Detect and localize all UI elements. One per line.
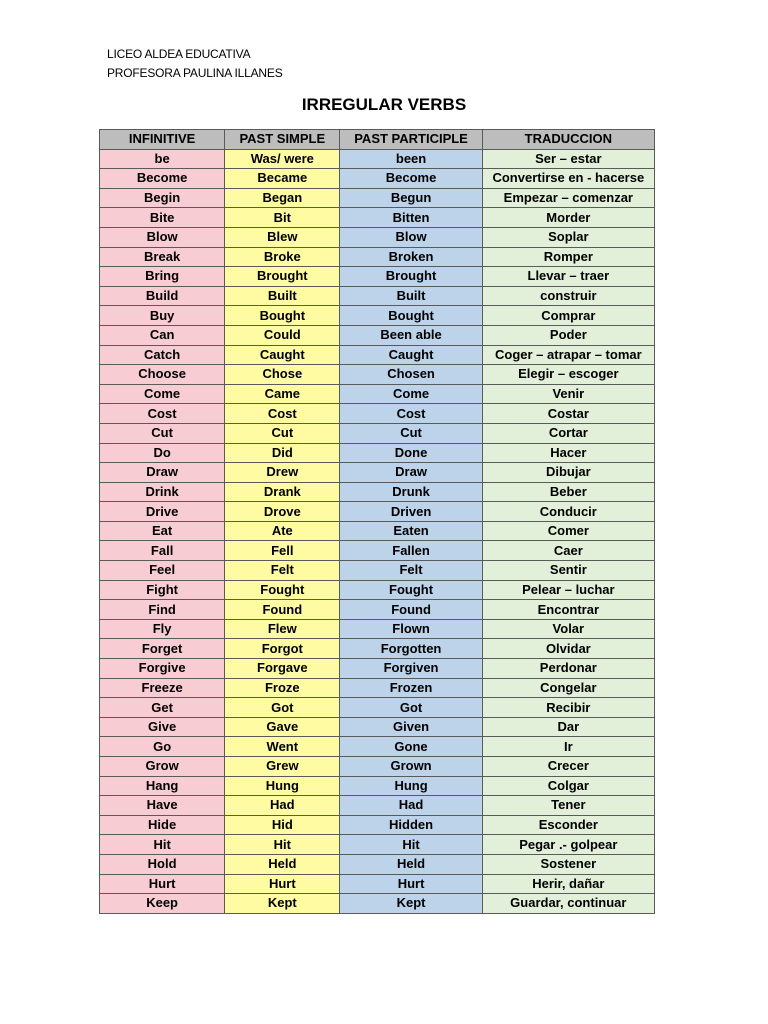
cell-past-simple: Kept [225,894,340,914]
cell-past-simple: Ate [225,521,340,541]
column-header-past-participle: PAST PARTICIPLE [340,130,482,150]
cell-infinitive: Fly [100,619,225,639]
cell-past-participle: Forgotten [340,639,482,659]
cell-infinitive: Hang [100,776,225,796]
school-name: LICEO ALDEA EDUCATIVA [107,47,251,61]
cell-traduccion: Olvidar [482,639,654,659]
cell-infinitive: Become [100,169,225,189]
cell-past-participle: Fallen [340,541,482,561]
cell-past-simple: Hurt [225,874,340,894]
cell-traduccion: Congelar [482,678,654,698]
cell-traduccion: Elegir – escoger [482,365,654,385]
cell-traduccion: Morder [482,208,654,228]
column-header-traduccion: TRADUCCION [482,130,654,150]
cell-past-participle: Brought [340,267,482,287]
cell-past-participle: Caught [340,345,482,365]
cell-past-participle: Kept [340,894,482,914]
table-row [100,365,655,385]
cell-traduccion: Venir [482,384,654,404]
cell-past-participle: Draw [340,463,482,483]
cell-traduccion: Colgar [482,776,654,796]
cell-traduccion: Herir, dañar [482,874,654,894]
cell-past-simple: Built [225,286,340,306]
cell-past-simple: Gave [225,717,340,737]
table-row [100,149,655,169]
cell-past-participle: Come [340,384,482,404]
cell-infinitive: Bring [100,267,225,287]
cell-past-participle: Blow [340,227,482,247]
cell-infinitive: Come [100,384,225,404]
cell-infinitive: Fall [100,541,225,561]
cell-past-simple: Went [225,737,340,757]
cell-infinitive: Cut [100,423,225,443]
cell-past-simple: Drew [225,463,340,483]
table-row [100,796,655,816]
cell-past-simple: Did [225,443,340,463]
cell-infinitive: Bite [100,208,225,228]
table-row [100,561,655,581]
cell-infinitive: Eat [100,521,225,541]
cell-infinitive: Grow [100,757,225,777]
cell-infinitive: Forgive [100,659,225,679]
cell-infinitive: Forget [100,639,225,659]
cell-past-simple: Broke [225,247,340,267]
table-row [100,247,655,267]
cell-traduccion: Tener [482,796,654,816]
cell-past-simple: Chose [225,365,340,385]
cell-traduccion: Costar [482,404,654,424]
table-row [100,521,655,541]
cell-past-simple: Bought [225,306,340,326]
cell-past-simple: Cost [225,404,340,424]
table-row [100,423,655,443]
page-title: IRREGULAR VERBS [301,95,467,114]
table-row [100,286,655,306]
cell-past-simple: Found [225,600,340,620]
cell-past-simple: Forgave [225,659,340,679]
cell-past-participle: Eaten [340,521,482,541]
cell-past-participle: Had [340,796,482,816]
cell-past-participle: Flown [340,619,482,639]
table-row [100,619,655,639]
cell-traduccion: Pegar .- golpear [482,835,654,855]
cell-past-simple: Got [225,698,340,718]
table-row [100,227,655,247]
cell-past-participle: Chosen [340,365,482,385]
cell-traduccion: Cortar [482,423,654,443]
cell-infinitive: Go [100,737,225,757]
teacher-name: PROFESORA PAULINA ILLANES [107,66,283,80]
table-body [100,149,655,913]
cell-past-simple: Blew [225,227,340,247]
cell-traduccion: Ir [482,737,654,757]
table-row [100,482,655,502]
cell-past-simple: Grew [225,757,340,777]
cell-infinitive: Draw [100,463,225,483]
cell-infinitive: Do [100,443,225,463]
cell-infinitive: Fight [100,580,225,600]
cell-past-participle: Begun [340,188,482,208]
cell-past-participle: Forgiven [340,659,482,679]
table-row [100,854,655,874]
cell-past-simple: Fought [225,580,340,600]
cell-past-simple: Drove [225,502,340,522]
cell-past-simple: Had [225,796,340,816]
cell-past-simple: Came [225,384,340,404]
cell-traduccion: Empezar – comenzar [482,188,654,208]
cell-infinitive: Hurt [100,874,225,894]
irregular-verbs-table [99,129,655,914]
cell-past-participle: Cost [340,404,482,424]
cell-past-simple: Cut [225,423,340,443]
cell-traduccion: Romper [482,247,654,267]
table-row [100,541,655,561]
table-row [100,894,655,914]
cell-past-participle: Got [340,698,482,718]
cell-traduccion: Comer [482,521,654,541]
cell-past-simple: Bit [225,208,340,228]
table-row [100,502,655,522]
table-row [100,306,655,326]
cell-past-participle: Hung [340,776,482,796]
cell-traduccion: Coger – atrapar – tomar [482,345,654,365]
cell-past-participle: Found [340,600,482,620]
cell-traduccion: Comprar [482,306,654,326]
cell-past-participle: Fought [340,580,482,600]
table-row [100,580,655,600]
cell-past-participle: Done [340,443,482,463]
cell-infinitive: Get [100,698,225,718]
cell-past-participle: Held [340,854,482,874]
table-row [100,874,655,894]
cell-infinitive: Choose [100,365,225,385]
cell-traduccion: Perdonar [482,659,654,679]
cell-past-simple: Fell [225,541,340,561]
cell-infinitive: Have [100,796,225,816]
cell-infinitive: be [100,149,225,169]
cell-infinitive: Catch [100,345,225,365]
cell-traduccion: Caer [482,541,654,561]
cell-infinitive: Drink [100,482,225,502]
cell-past-simple: Caught [225,345,340,365]
cell-past-participle: Bitten [340,208,482,228]
cell-infinitive: Can [100,325,225,345]
cell-past-simple: Held [225,854,340,874]
cell-past-participle: Drunk [340,482,482,502]
cell-traduccion: Conducir [482,502,654,522]
table-row [100,345,655,365]
table-row [100,639,655,659]
column-header-infinitive: INFINITIVE [100,130,225,150]
cell-past-simple: Began [225,188,340,208]
cell-infinitive: Blow [100,227,225,247]
cell-infinitive: Hide [100,815,225,835]
cell-infinitive: Freeze [100,678,225,698]
cell-traduccion: Dibujar [482,463,654,483]
cell-past-participle: Broken [340,247,482,267]
cell-past-simple: Forgot [225,639,340,659]
cell-past-simple: Hid [225,815,340,835]
cell-past-participle: been [340,149,482,169]
cell-infinitive: Hold [100,854,225,874]
cell-past-participle: Hidden [340,815,482,835]
cell-traduccion: Encontrar [482,600,654,620]
cell-past-simple: Could [225,325,340,345]
cell-past-participle: Hurt [340,874,482,894]
cell-past-simple: Froze [225,678,340,698]
cell-infinitive: Feel [100,561,225,581]
table-row [100,717,655,737]
table-row [100,463,655,483]
cell-past-simple: Hit [225,835,340,855]
table-row [100,169,655,189]
table-row [100,404,655,424]
cell-traduccion: Sostener [482,854,654,874]
cell-past-simple: Flew [225,619,340,639]
cell-infinitive: Build [100,286,225,306]
cell-traduccion: Hacer [482,443,654,463]
cell-past-simple: Brought [225,267,340,287]
cell-past-simple: Hung [225,776,340,796]
cell-past-simple: Drank [225,482,340,502]
cell-past-participle: Frozen [340,678,482,698]
cell-traduccion: construir [482,286,654,306]
cell-past-participle: Become [340,169,482,189]
cell-past-participle: Gone [340,737,482,757]
cell-infinitive: Keep [100,894,225,914]
cell-infinitive: Break [100,247,225,267]
cell-infinitive: Begin [100,188,225,208]
cell-infinitive: Buy [100,306,225,326]
table-row [100,776,655,796]
cell-past-participle: Cut [340,423,482,443]
table-header-row [100,130,655,150]
cell-traduccion: Sentir [482,561,654,581]
cell-traduccion: Llevar – traer [482,267,654,287]
cell-traduccion: Poder [482,325,654,345]
table-row [100,208,655,228]
table-row [100,188,655,208]
cell-past-participle: Built [340,286,482,306]
cell-traduccion: Esconder [482,815,654,835]
cell-past-simple: Was/ were [225,149,340,169]
cell-traduccion: Soplar [482,227,654,247]
cell-infinitive: Give [100,717,225,737]
table-row [100,659,655,679]
cell-infinitive: Cost [100,404,225,424]
table-row [100,678,655,698]
cell-infinitive: Hit [100,835,225,855]
table-header [100,130,655,150]
column-header-past-simple: PAST SIMPLE [225,130,340,150]
table-row [100,267,655,287]
cell-past-participle: Been able [340,325,482,345]
table-row [100,600,655,620]
cell-infinitive: Find [100,600,225,620]
table-row [100,835,655,855]
cell-traduccion: Volar [482,619,654,639]
cell-traduccion: Convertirse en - hacerse [482,169,654,189]
cell-past-participle: Felt [340,561,482,581]
cell-past-participle: Driven [340,502,482,522]
table-row [100,384,655,404]
cell-past-participle: Given [340,717,482,737]
cell-traduccion: Beber [482,482,654,502]
table-row [100,757,655,777]
cell-traduccion: Ser – estar [482,149,654,169]
cell-infinitive: Drive [100,502,225,522]
table-row [100,698,655,718]
cell-past-simple: Felt [225,561,340,581]
cell-traduccion: Crecer [482,757,654,777]
table-row [100,325,655,345]
cell-past-participle: Grown [340,757,482,777]
cell-traduccion: Dar [482,717,654,737]
table-row [100,443,655,463]
table-row [100,737,655,757]
cell-traduccion: Guardar, continuar [482,894,654,914]
table-row [100,815,655,835]
cell-traduccion: Pelear – luchar [482,580,654,600]
cell-past-participle: Bought [340,306,482,326]
cell-past-participle: Hit [340,835,482,855]
cell-past-simple: Became [225,169,340,189]
cell-traduccion: Recibir [482,698,654,718]
